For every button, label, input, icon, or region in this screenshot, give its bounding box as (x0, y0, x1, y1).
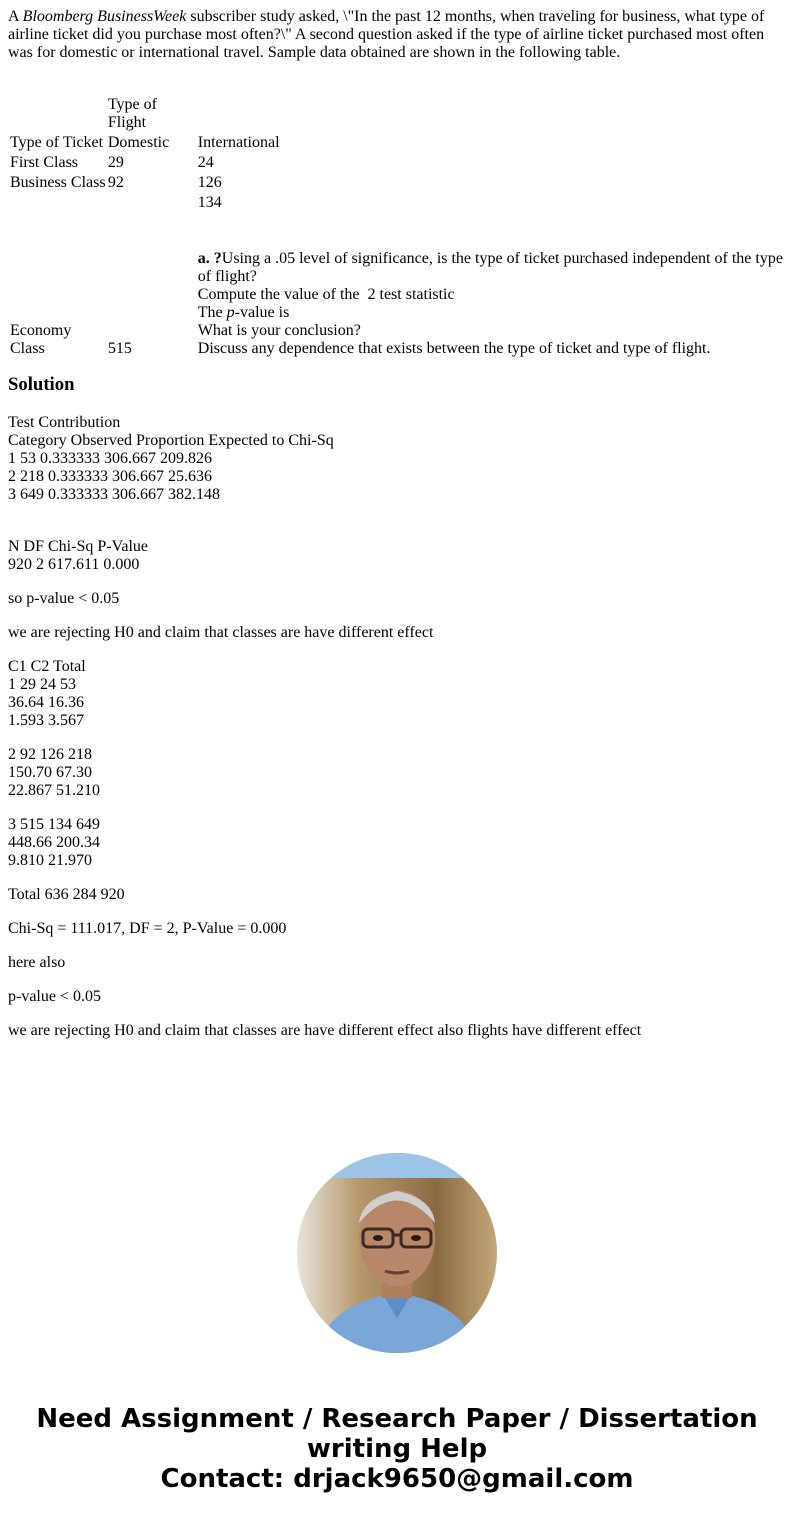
text-line: so p-value < 0.05 (8, 590, 120, 607)
text-line: 1 29 24 53 (8, 676, 76, 693)
banner-contact: Contact: drjack9650@gmail.com (160, 1464, 634, 1494)
question-line: The (197, 304, 227, 321)
contingency-row-1 (8, 658, 786, 730)
portrait-image (297, 1153, 497, 1353)
p-italic: p (226, 304, 235, 321)
text-line: 2 92 126 218 (8, 746, 92, 763)
table-row (10, 194, 784, 212)
text-line: 920 2 617.611 0.000 (8, 556, 140, 573)
text-line: Total 636 284 920 (8, 886, 125, 903)
text-line: N DF Chi-Sq P-Value (8, 538, 149, 555)
text-line: we are rejecting H0 and claim that classes are have different effect also flights have different effect (8, 1022, 642, 1039)
question-line: Compute the value of the 2 test statistic (197, 286, 455, 303)
col-ticket-header: Type of Ticket (10, 134, 104, 151)
cell-domestic: 92 (107, 174, 124, 191)
text-line: 1.593 3.567 (8, 712, 84, 729)
author-avatar (297, 1153, 497, 1353)
question-line: What is your conclusion? (197, 322, 361, 339)
test-table (8, 414, 786, 504)
cell-ticket: First Class (10, 154, 79, 171)
cell-ticket: Economy Class (10, 322, 72, 357)
publication-name: Bloomberg BusinessWeek (22, 8, 187, 25)
cell-domestic: 515 (107, 340, 132, 357)
question-line: Discuss any dependence that exists between the type of ticket and type of flight. (197, 340, 711, 357)
question-label: a. ? (197, 250, 222, 267)
cell-international: 134 (197, 194, 222, 211)
intro-text: subscriber study asked, \"In the past 12 months, when traveling for business, what type of airline ticket did you purchase most often?\" A second question asked if the type of airline ticket purchased most often was for domestic or international travel. Sample data obtained are shown in the following table. (8, 8, 765, 61)
question-line: -value is (234, 304, 290, 321)
contingency-row-3 (8, 816, 786, 870)
text-line: 36.64 16.36 (8, 694, 84, 711)
text-line: here also (8, 954, 66, 971)
chisq-summary (8, 538, 786, 574)
question-cell (198, 250, 784, 358)
text-line: 3 515 134 649 (8, 816, 100, 833)
data-table (8, 94, 786, 360)
cell-domestic (108, 194, 196, 212)
contingency-row-2 (8, 746, 786, 800)
text-line: Category Observed Proportion Expected to Chi-Sq (8, 432, 334, 449)
intro-prefix: A (8, 8, 23, 25)
col-domestic-header: Domestic (107, 134, 170, 151)
text-line: 150.70 67.30 (8, 764, 92, 781)
header-group: Type of Flight (107, 96, 157, 131)
table-row (10, 174, 784, 192)
table-row (10, 250, 784, 358)
text-line: p-value < 0.05 (8, 988, 101, 1005)
text-line: 22.867 51.210 (8, 782, 100, 799)
text-line: C1 C2 Total (8, 658, 86, 675)
banner-line: writing Help (306, 1434, 488, 1464)
text-line: Chi-Sq = 111.017, DF = 2, P-Value = 0.000 (8, 920, 287, 937)
text-line: Test Contribution (8, 414, 121, 431)
contact-banner (0, 1404, 794, 1494)
question-line: Using a .05 level of significance, is the type of ticket purchased independent of the type of flight? (197, 250, 783, 285)
solution-heading: Solution (8, 374, 75, 395)
text-line: we are rejecting H0 and claim that classes are have different effect (8, 624, 434, 641)
banner-line: Need Assignment / Research Paper / Dissertation (36, 1404, 758, 1434)
text-line: 448.66 200.34 (8, 834, 100, 851)
cell-international: 126 (197, 174, 222, 191)
text-line: 2 218 0.333333 306.667 25.636 (8, 468, 212, 485)
text-line: 9.810 21.970 (8, 852, 92, 869)
cell-ticket: Business Class (10, 174, 106, 191)
cell-domestic: 29 (107, 154, 124, 171)
cell-international: 24 (197, 154, 214, 171)
intro-paragraph (8, 8, 786, 62)
table-row (10, 154, 784, 172)
text-line: 3 649 0.333333 306.667 382.148 (8, 486, 220, 503)
cell-ticket (10, 194, 106, 212)
text-line: 1 53 0.333333 306.667 209.826 (8, 450, 212, 467)
col-international-header: International (197, 134, 280, 151)
